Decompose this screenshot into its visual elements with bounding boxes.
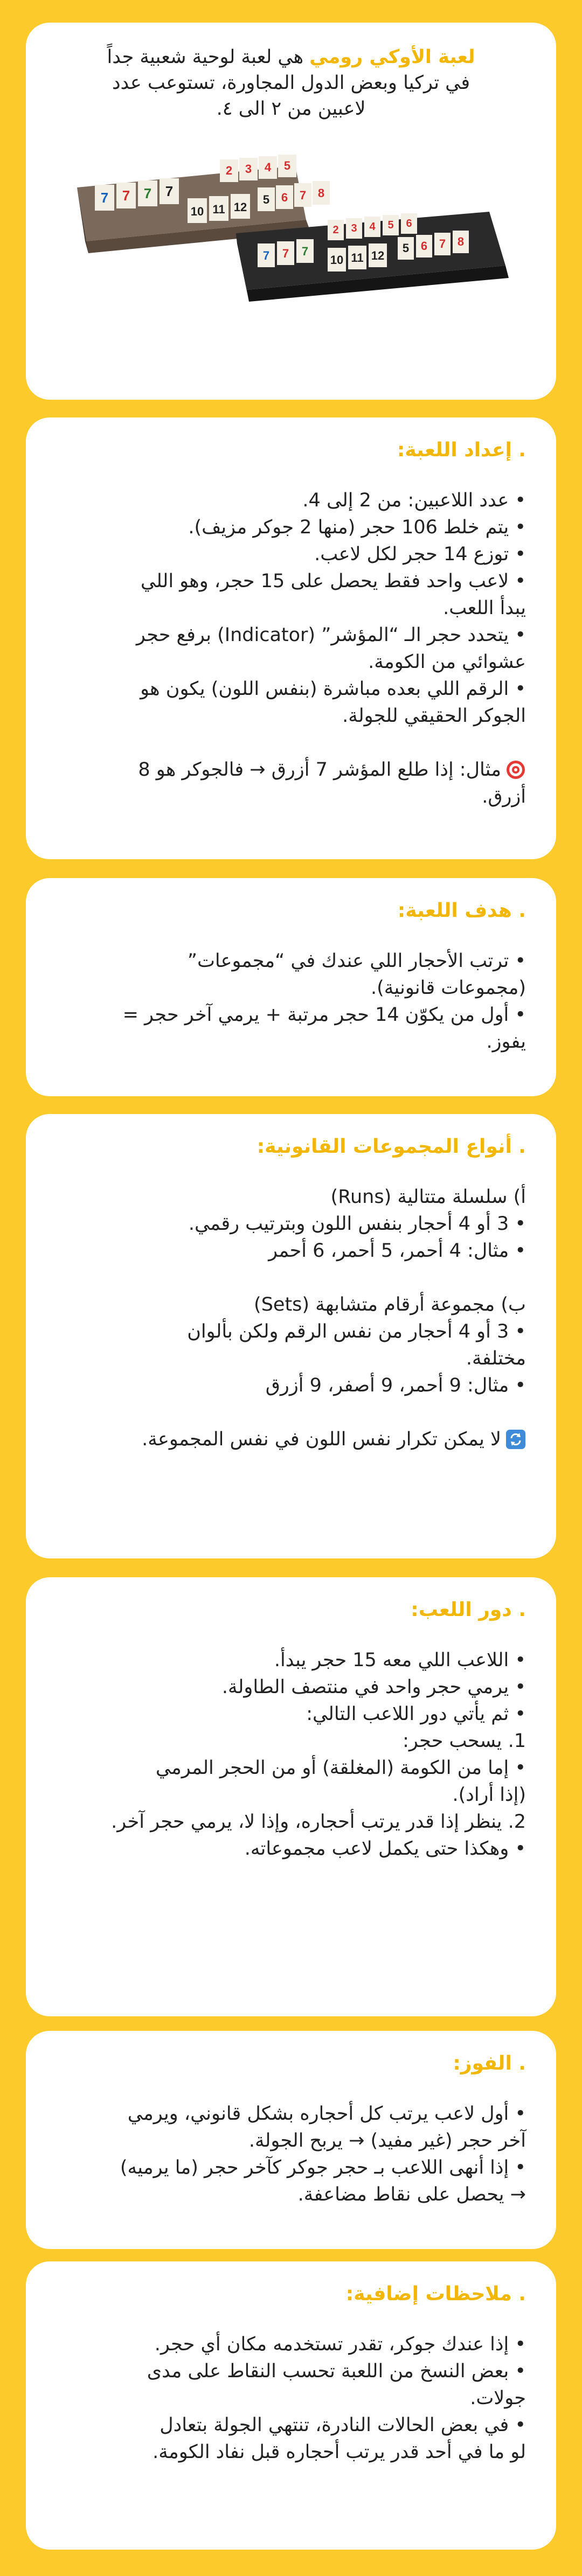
notes-title: . ملاحظات إضافية: <box>345 2283 526 2305</box>
turn-line: • يرمي حجر واحد في منتصف الطاولة. <box>221 1676 526 1698</box>
svg-text:5: 5 <box>283 159 291 172</box>
spacer <box>56 1264 526 1291</box>
svg-text:7: 7 <box>165 183 174 199</box>
goal-line: • ترتب الأحجار اللي عندك في “مجموعات” <box>187 950 526 972</box>
setup-example <box>56 756 526 783</box>
combos-note <box>56 1426 526 1453</box>
runs-line: • مثال: 4 أحمر، 5 أحمر، 6 أحمر <box>268 1240 526 1262</box>
setup-title: . إعداد اللعبة: <box>397 439 526 461</box>
svg-text:5: 5 <box>262 193 270 206</box>
svg-text:6: 6 <box>406 218 412 229</box>
okey-racks-illustration <box>26 128 556 311</box>
goal-card <box>26 878 556 1096</box>
svg-text:2: 2 <box>225 164 233 177</box>
spacer <box>56 729 526 756</box>
intro-card <box>26 23 556 400</box>
svg-text:11: 11 <box>351 251 364 264</box>
setup-line: • توزع 14 حجر لكل لاعب. <box>314 544 526 565</box>
svg-text:11: 11 <box>212 203 225 216</box>
svg-text:2: 2 <box>332 224 339 236</box>
combos-card <box>26 1114 556 1558</box>
svg-text:5: 5 <box>402 241 410 255</box>
turn-line: • اللاعب اللي معه 15 حجر يبدأ. <box>274 1649 526 1671</box>
turn-line: 2. ينظر إذا قدر يرتب أحجاره، وإذا لا، يرمي حجر آخر. <box>111 1811 526 1833</box>
turn-line: • وهكذا حتى يكمل لاعب مجموعاته. <box>244 1838 526 1860</box>
setup-example-line2: أزرق. <box>482 786 526 807</box>
svg-text:7: 7 <box>100 190 109 206</box>
svg-text:3: 3 <box>351 222 357 234</box>
turn-body <box>56 1647 526 1862</box>
goal-body <box>56 948 526 1055</box>
setup-body <box>56 487 526 810</box>
svg-text:7: 7 <box>301 245 309 258</box>
setup-line: عشوائي من الكومة. <box>368 651 526 673</box>
svg-text:3: 3 <box>245 162 252 176</box>
svg-text:10: 10 <box>330 253 344 267</box>
setup-line: • الرقم اللي بعده مباشرة (بنفس اللون) يكون هو <box>140 678 526 700</box>
goal-line: (مجموعات قانونية). <box>371 977 526 999</box>
setup-line: • عدد اللاعبين: من 2 إلى 4. <box>302 490 526 511</box>
okey-racks-image <box>26 128 556 311</box>
win-body <box>56 2100 526 2208</box>
goal-title: . هدف اللعبة: <box>397 900 526 922</box>
notes-line: جولات. <box>470 2387 526 2409</box>
runs-line: • 3 أو 4 أحجار بنفس اللون وبترتيب رقمي. <box>188 1213 526 1235</box>
sets-line: مختلفة. <box>466 1348 526 1369</box>
svg-text:8: 8 <box>457 235 465 248</box>
svg-text:5: 5 <box>387 219 394 231</box>
intro-line3: لاعبين من ٢ الى ٤. <box>216 98 366 120</box>
svg-text:12: 12 <box>371 249 385 262</box>
sets-line: • مثال: 9 أحمر، 9 أصفر، 9 أزرق <box>265 1375 526 1396</box>
intro-line1: هي لعبة لوحية شعبية جداً <box>107 46 310 68</box>
svg-text:7: 7 <box>262 249 270 262</box>
turn-card <box>26 1577 556 2016</box>
svg-text:12: 12 <box>233 200 247 214</box>
notes-body <box>56 2331 526 2466</box>
sets-line: • 3 أو 4 أحجار من نفس الرقم ولكن بألوان <box>187 1321 526 1342</box>
svg-text:6: 6 <box>281 191 288 204</box>
win-card <box>26 2031 556 2249</box>
svg-text:4: 4 <box>264 161 272 174</box>
turn-line: • ثم يأتي دور اللاعب التالي: <box>306 1703 526 1725</box>
setup-line: • لاعب واحد فقط يحصل على 15 حجر، وهو اللي <box>140 570 526 592</box>
setup-line: • يتحدد حجر الـ “المؤشر” (Indicator) برفع حجر <box>136 624 526 646</box>
svg-text:7: 7 <box>299 189 307 202</box>
intro-line2: في تركيا وبعض الدول المجاورة، تستوعب عدد <box>112 72 470 94</box>
target-icon <box>505 760 526 780</box>
win-line: • أول لاعب يرتب كل أحجاره بشكل قانوني، ويرمي <box>127 2103 526 2125</box>
win-line: • إذا أنهى اللاعب بـ حجر جوكر كآخر حجر (ما يرميه) <box>120 2157 526 2178</box>
turn-line: • إما من الكومة (المغلقة) أو من الحجر المرمي <box>155 1757 526 1779</box>
combos-note-text: لا يمكن تكرار نفس اللون في نفس المجموعة. <box>142 1429 501 1450</box>
win-line: → يحصل على نقاط مضاعفة. <box>297 2184 526 2205</box>
turn-line: (إذا أراد). <box>452 1784 526 1806</box>
svg-text:10: 10 <box>190 205 204 218</box>
spacer <box>56 1399 526 1426</box>
goal-line: • أول من يكوّن 14 حجر مرتبة + يرمي آخر حجر = <box>122 1004 526 1026</box>
combos-title: . أنواع المجموعات القانونية: <box>257 1136 526 1158</box>
svg-text:8: 8 <box>317 186 325 200</box>
setup-example-line1: مثال: إذا طلع المؤشر 7 أزرق → فالجوكر هو 8 <box>138 759 501 781</box>
setup-line: الجوكر الحقيقي للجولة. <box>342 705 526 727</box>
notes-line: • إذا عندك جوكر، تقدر تستخدمه مكان أي حجر. <box>154 2334 526 2355</box>
intro-highlight: لعبة الأوكي رومي <box>309 46 475 68</box>
setup-card <box>26 417 556 859</box>
svg-text:7: 7 <box>282 247 289 260</box>
combos-body <box>56 1183 526 1453</box>
notes-line: لو ما في أحد قدر يرتب أحجاره قبل نفاد الكومة. <box>153 2441 526 2463</box>
svg-text:6: 6 <box>420 239 428 253</box>
win-line: آخر حجر (غير مفيد) → يربح الجولة. <box>248 2130 526 2152</box>
notes-card <box>26 2261 556 2550</box>
setup-line: • يتم خلط 106 حجر (منها 2 جوكر مزيف). <box>188 517 526 538</box>
turn-line: 1. يسحب حجر: <box>403 1730 526 1752</box>
svg-text:7: 7 <box>122 187 130 204</box>
runs-line: أ) سلسلة متتالية (Runs) <box>330 1186 526 1208</box>
goal-line: يفوز. <box>486 1031 526 1053</box>
notes-line: • بعض النسخ من اللعبة تحسب النقاط على مدى <box>147 2361 526 2382</box>
svg-text:7: 7 <box>439 237 446 250</box>
notes-line: • في بعض الحالات النادرة، تنتهي الجولة بتعادل <box>160 2414 526 2436</box>
setup-line: يبدأ اللعب. <box>443 597 526 619</box>
svg-text:7: 7 <box>143 185 152 201</box>
intro-text <box>56 44 526 122</box>
sets-line: ب) مجموعة أرقام متشابهة (Sets) <box>254 1294 526 1315</box>
win-title: . الفوز: <box>453 2052 526 2074</box>
repeat-icon <box>505 1429 526 1450</box>
svg-text:4: 4 <box>369 221 376 233</box>
turn-title: . دور اللعب: <box>411 1599 526 1621</box>
